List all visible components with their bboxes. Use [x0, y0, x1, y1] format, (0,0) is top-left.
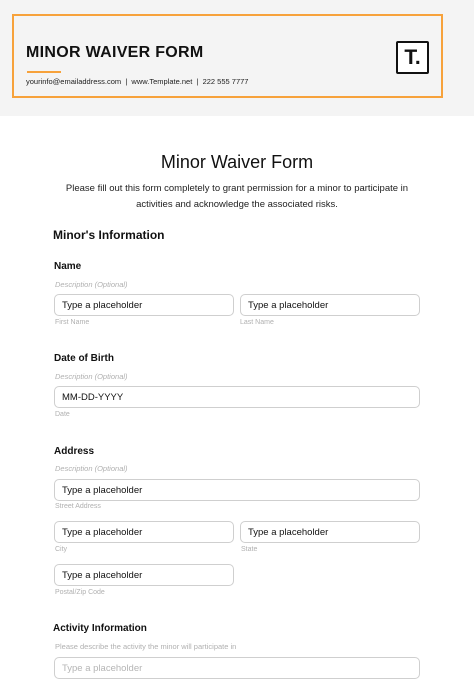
intro-text: Please fill out this form completely to grant permission for a minor to participate in activities and acknowledge the associated risks. [65, 183, 409, 210]
name-label: Name [54, 261, 82, 272]
section-title-minors-information: Minor's Information [53, 228, 165, 242]
page-title: Minor Waiver Form [160, 152, 314, 172]
header-contact-info: yourinfo@emailaddress.com | www.Template.net | 222 555 7777 [26, 77, 249, 86]
city-input[interactable]: Type a placeholder [54, 521, 234, 543]
state-sublabel: State [241, 546, 258, 553]
street-address-input[interactable]: Type a placeholder [54, 479, 420, 501]
state-input[interactable]: Type a placeholder [240, 521, 420, 543]
header-title: MINOR WAIVER FORM [26, 44, 204, 61]
date-of-birth-input[interactable]: MM-DD-YYYY [54, 386, 420, 408]
address-description: Description (Optional) [55, 464, 128, 473]
last-name-sublabel: Last Name [240, 319, 274, 326]
date-sublabel: Date [55, 411, 70, 418]
name-description: Description (Optional) [55, 280, 128, 289]
date-of-birth-description: Description (Optional) [55, 372, 128, 381]
date-of-birth-label: Date of Birth [54, 353, 114, 364]
header-accent-rule [27, 71, 61, 73]
activity-description: Please describe the activity the minor will participate in [55, 642, 237, 651]
activity-information-label: Activity Information [53, 623, 147, 634]
first-name-input[interactable]: Type a placeholder [54, 294, 234, 316]
postal-code-sublabel: Postal/Zip Code [55, 589, 105, 596]
first-name-sublabel: First Name [55, 319, 90, 326]
street-address-sublabel: Street Address [55, 503, 101, 510]
postal-code-input[interactable]: Type a placeholder [54, 564, 234, 586]
last-name-input[interactable]: Type a placeholder [240, 294, 420, 316]
city-sublabel: City [55, 546, 68, 553]
template-logo-icon [396, 41, 429, 74]
activity-input[interactable]: Type a placeholder [54, 657, 420, 679]
address-label: Address [54, 446, 95, 457]
logo-text: T. [404, 45, 421, 69]
